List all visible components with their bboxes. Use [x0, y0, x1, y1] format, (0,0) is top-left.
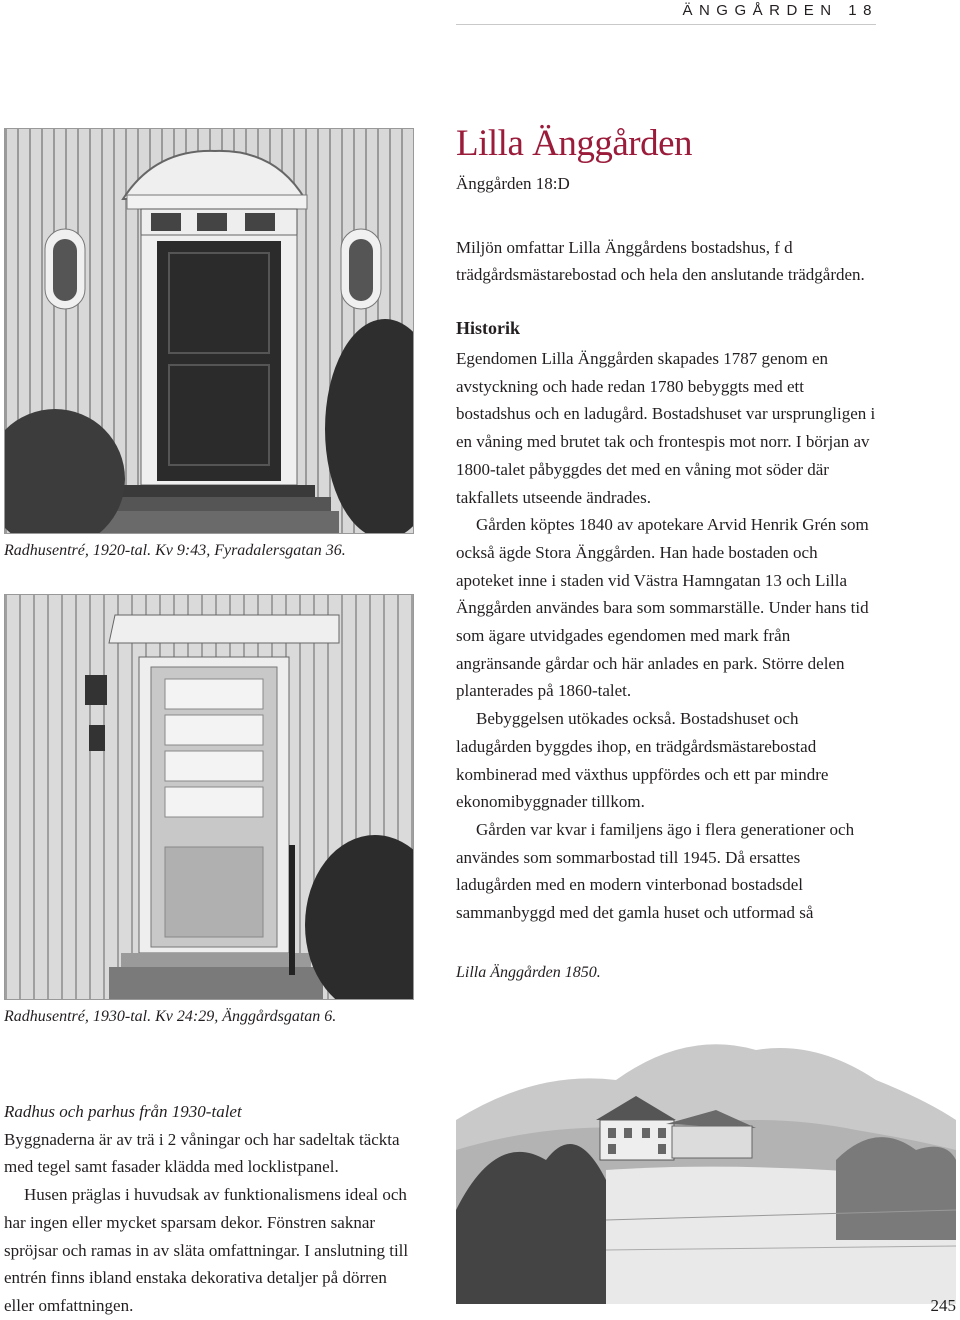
photo2-caption: Radhusentré, 1930-tal. Kv 24:29, Änggårdsgatan 6.	[4, 1008, 337, 1025]
page-title: Lilla Änggården	[456, 123, 692, 164]
header-rule	[456, 24, 876, 25]
photo1-caption: Radhusentré, 1920-tal. Kv 9:43, Fyradalersgatan 36.	[4, 542, 346, 559]
farmhouse-landscape-drawing-icon	[456, 1010, 956, 1304]
history-paragraph: Gården köptes 1840 av apotekare Arvid Henrik Grén som också ägde Stora Änggården. Han hade bostaden och apoteket inne i staden vid Västra Hamngatan 13 och Lilla Änggården användes bara som sommarställe. Under hans tid som ägare utvidgades egendomen med mark från angränsande gårdar och här anlades en park. Större delen planterades på 1860-talet.	[456, 515, 869, 701]
door-photo-1930s-icon	[5, 595, 413, 999]
history-paragraph: Egendomen Lilla Änggården skapades 1787 genom en avstyckning och hade redan 1780 bebyggts med ett bostadshus och en ladugård. Bostadshuset var ursprungligen i en våning med brutet tak och frontespis mot norr. I början av 1800-talet påbyggdes det med en våning mot söder där takfallets utseende ändrades.	[456, 349, 876, 507]
history-heading: Historik	[456, 318, 521, 338]
history-text	[456, 345, 876, 927]
lower-paragraph: Byggnaderna är av trä i 2 våningar och har sadeltak täckta med tegel samt fasader klädda med locklistpanel.	[4, 1129, 400, 1177]
page-subtitle: Änggården 18:D	[456, 174, 570, 193]
history-paragraph: Bebyggelsen utökades också. Bostadshuset och ladugården byggdes ihop, en trädgårdsmästarebostad kombinerad med växthus uppfördes och ett par mindre ekonomibyggnader tillkom.	[456, 709, 829, 812]
intro-paragraph: Miljön omfattar Lilla Änggårdens bostadshus, f d trädgårdsmästarebostad och hela den anslutande trädgården.	[456, 238, 865, 284]
door-photo-1930s	[4, 594, 414, 1000]
lower-section-heading: Radhus och parhus från 1930-talet	[4, 1102, 242, 1121]
running-header: ÄNGGÅRDEN 18	[682, 2, 878, 19]
lower-section	[4, 1098, 416, 1320]
door-photo-1920s-icon	[5, 129, 413, 533]
door-photo-1920s	[4, 128, 414, 534]
lower-paragraph: Husen präglas i huvudsak av funktionalismens ideal och har ingen eller mycket sparsam dekor. Fönstren saknar spröjsar och ramas in av släta omfattningar. I anslutning till entrén finns ibland enstaka dekorativa detaljer på dörren eller omfattningen.	[4, 1185, 409, 1315]
history-paragraph: Gården var kvar i familjens ägo i flera generationer och användes som sommarbostad till 1945. Då ersattes ladugården med en modern vinterbonad bostadsdel sammanbyggd med det gamla huset och utformad så	[456, 819, 855, 923]
farmhouse-drawing	[456, 1010, 956, 1304]
drawing-caption: Lilla Änggården 1850.	[456, 964, 601, 981]
page-number: 245	[930, 1296, 956, 1315]
